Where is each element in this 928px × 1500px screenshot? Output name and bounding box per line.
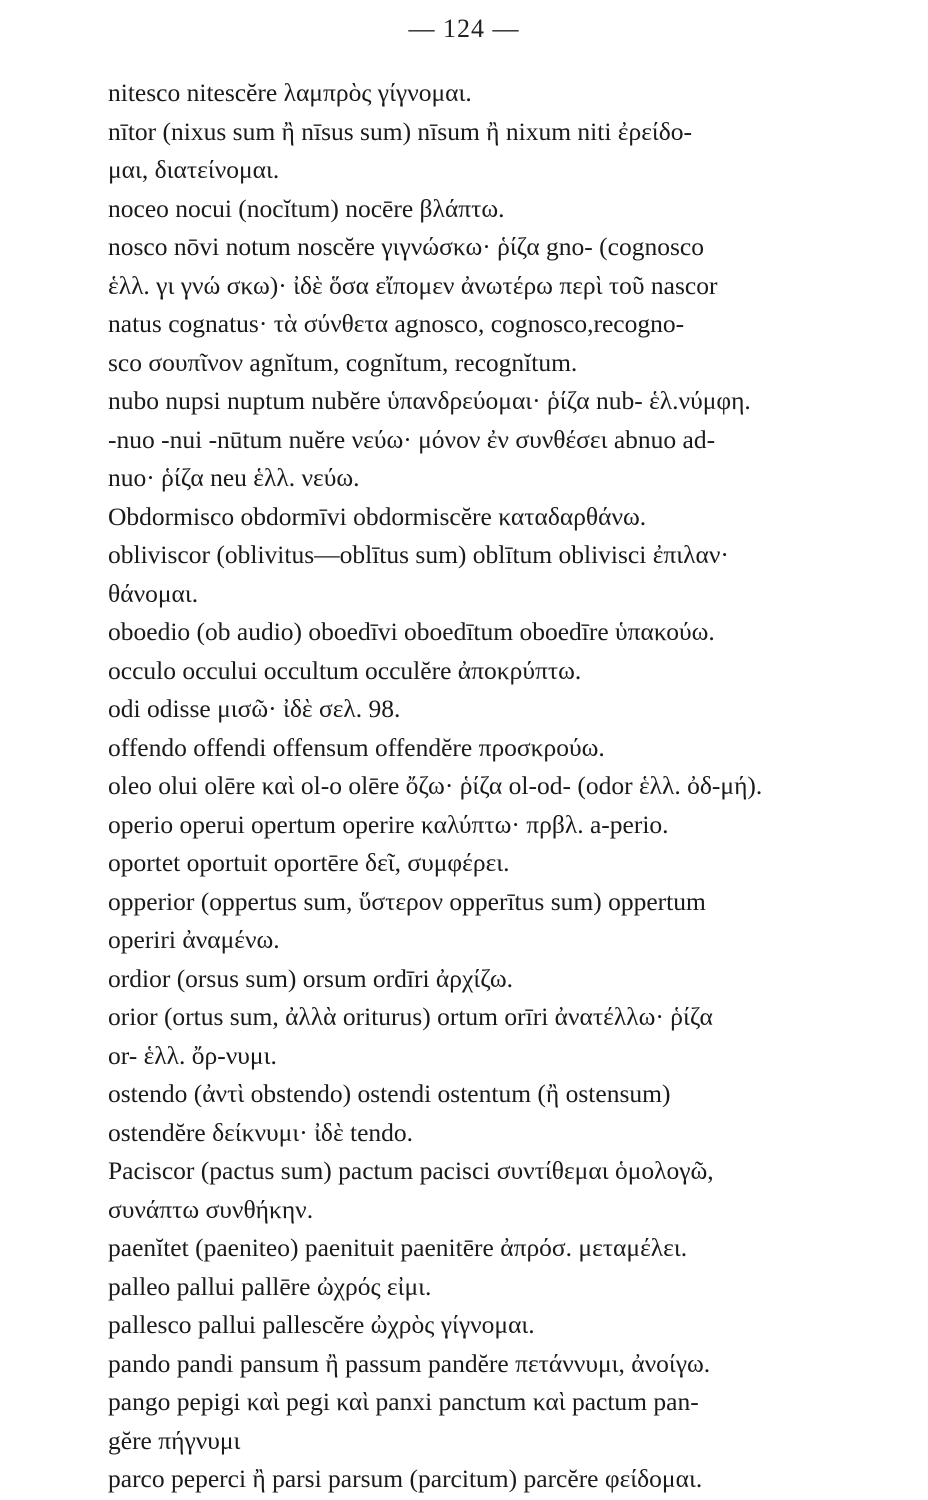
entry-line: Obdormisco obdormīvi obdormiscĕre καταδαρθάνω.	[108, 501, 647, 531]
lexicon-entry	[108, 844, 908, 883]
entry-line: operiri ἀναμένω.	[108, 925, 280, 954]
entry-line: ordior (orsus sum) orsum ordīri ἀρχίζω.	[108, 963, 513, 993]
lexicon-entry	[108, 1306, 908, 1345]
entry-line: sco σουπῖνον agnĭtum, cognĭtum, recognĭtum.	[108, 347, 578, 377]
entry-line: obliviscor (oblivitus—oblītus sum) oblītum oblivisci ἐπιλαν·	[108, 540, 729, 569]
lexicon-entry	[108, 767, 908, 806]
entry-line: operio operui opertum operire καλύπτω· πρβλ. a-perio.	[108, 809, 669, 839]
entry-line: odi odisse μισῶ· ἰδὲ σελ. 98.	[108, 694, 401, 723]
entry-line: nubo nupsi nuptum nubĕre ὑπανδρεύομαι· ῥίζα nub- ἑλ.νύμφη.	[108, 386, 751, 415]
lexicon-entry	[108, 1152, 908, 1229]
entry-line: opperior (oppertus sum, ὕστερον opperītus sum) oppertum	[108, 886, 706, 916]
page-number: — 124 —	[408, 14, 520, 43]
lexicon-entry	[108, 998, 908, 1075]
lexicon-entry	[108, 1075, 908, 1152]
entry-line: oboedio (ob audio) oboedīvi oboedītum oboedīre ὑπακούω.	[108, 617, 715, 646]
entry-line: oportet oportuit oportēre δεῖ, συμφέρει.	[108, 848, 510, 877]
lexicon-entry	[108, 729, 908, 768]
entry-line: ostendĕre δείκνυμι· ἰδὲ tendo.	[108, 1117, 414, 1147]
entry-line: or- ἑλλ. ὄρ-νυμι.	[108, 1040, 277, 1070]
entry-line: oleo olui olēre καὶ ol-o olēre ὄζω· ῥίζα ol-od- (odor ἑλλ. ὀδ-μή).	[108, 771, 763, 800]
entry-line: pando pandi pansum ἢ passum pandĕre πετάννυμι, ἀνοίγω.	[108, 1348, 711, 1378]
entry-line: natus cognatus· τὰ σύνθετα agnosco, cognosco,recogno-	[108, 309, 685, 338]
entry-line: orior (ortus sum, ἀλλὰ oriturus) ortum orīri ἀνατέλλω· ῥίζα	[108, 1002, 713, 1031]
lexicon-entry	[108, 421, 908, 498]
entry-line: noceo nocui (nocĭtum) nocēre βλάπτω.	[108, 193, 505, 223]
entry-line: pango pepigi καὶ pegi καὶ panxi panctum καὶ pactum pan-	[108, 1387, 699, 1416]
lexicon-entry	[108, 883, 908, 960]
lexicon-entry	[108, 690, 908, 729]
lexicon-entry	[108, 228, 908, 382]
entry-line: μαι, διατείνομαι.	[108, 155, 280, 184]
lexicon-entry	[108, 1268, 908, 1307]
entry-line: paenĭtet (paeniteo) paenituit paenitēre ἀπρόσ. μεταμέλει.	[108, 1233, 688, 1262]
lexicon-entry	[108, 1383, 908, 1460]
entry-line: ostendo (ἀντὶ obstendo) ostendi ostentum (ἢ ostensum)	[108, 1079, 671, 1108]
entry-line: nuo· ῥίζα neu ἑλλ. νεύω.	[108, 463, 360, 492]
entry-line: palleo pallui pallēre ὠχρός εἰμι.	[108, 1271, 432, 1301]
entry-line: offendo offendi offensum offendĕre προσκρούω.	[108, 732, 605, 762]
lexicon-entry	[108, 652, 908, 691]
lexicon-entry	[108, 1345, 908, 1384]
lexicon-entries	[108, 74, 908, 1499]
entry-line: nosco nōvi notum noscĕre γιγνώσκω· ῥίζα gno- (cognosco	[108, 232, 704, 261]
lexicon-entry	[108, 1460, 908, 1499]
entry-line: parco peperci ἢ parsi parsum (parcitum) parcĕre φείδομαι.	[108, 1464, 703, 1493]
lexicon-entry	[108, 960, 908, 999]
lexicon-entry	[108, 113, 908, 190]
lexicon-entry	[108, 1229, 908, 1268]
entry-line: -nuo -nui -nūtum nuĕre νεύω· μόνον ἐν συνθέσει abnuo ad-	[108, 424, 716, 454]
lexicon-entry	[108, 190, 908, 229]
entry-line: nitesco nitescĕre λαμπρὸς γίγνομαι.	[108, 78, 472, 107]
lexicon-entry	[108, 613, 908, 652]
lexicon-entry	[108, 498, 908, 537]
lexicon-entry	[108, 536, 908, 613]
entry-line: Paciscor (pactus sum) pactum pacisci συντίθεμαι ὁμολογῶ,	[108, 1156, 714, 1185]
entry-line: nītor (nixus sum ἢ nīsus sum) nīsum ἢ nixum niti ἐρείδο-	[108, 116, 693, 146]
lexicon-entry	[108, 806, 908, 845]
entry-line: gĕre πήγνυμι	[108, 1425, 241, 1455]
entry-line: θάνομαι.	[108, 578, 199, 608]
entry-line: συνάπτω συνθήκην.	[108, 1194, 314, 1224]
entry-line: pallesco pallui pallescĕre ὠχρὸς γίγνομαι.	[108, 1310, 535, 1339]
entry-line: occulo occului occultum occulĕre ἀποκρύπτω.	[108, 655, 582, 685]
lexicon-entry	[108, 382, 908, 421]
lexicon-entry	[108, 74, 908, 113]
entry-line: ἑλλ. γι γνώ σκω)· ἰδὲ ὅσα εἴπομεν ἀνωτέρω περὶ τοῦ nascor	[108, 270, 718, 300]
